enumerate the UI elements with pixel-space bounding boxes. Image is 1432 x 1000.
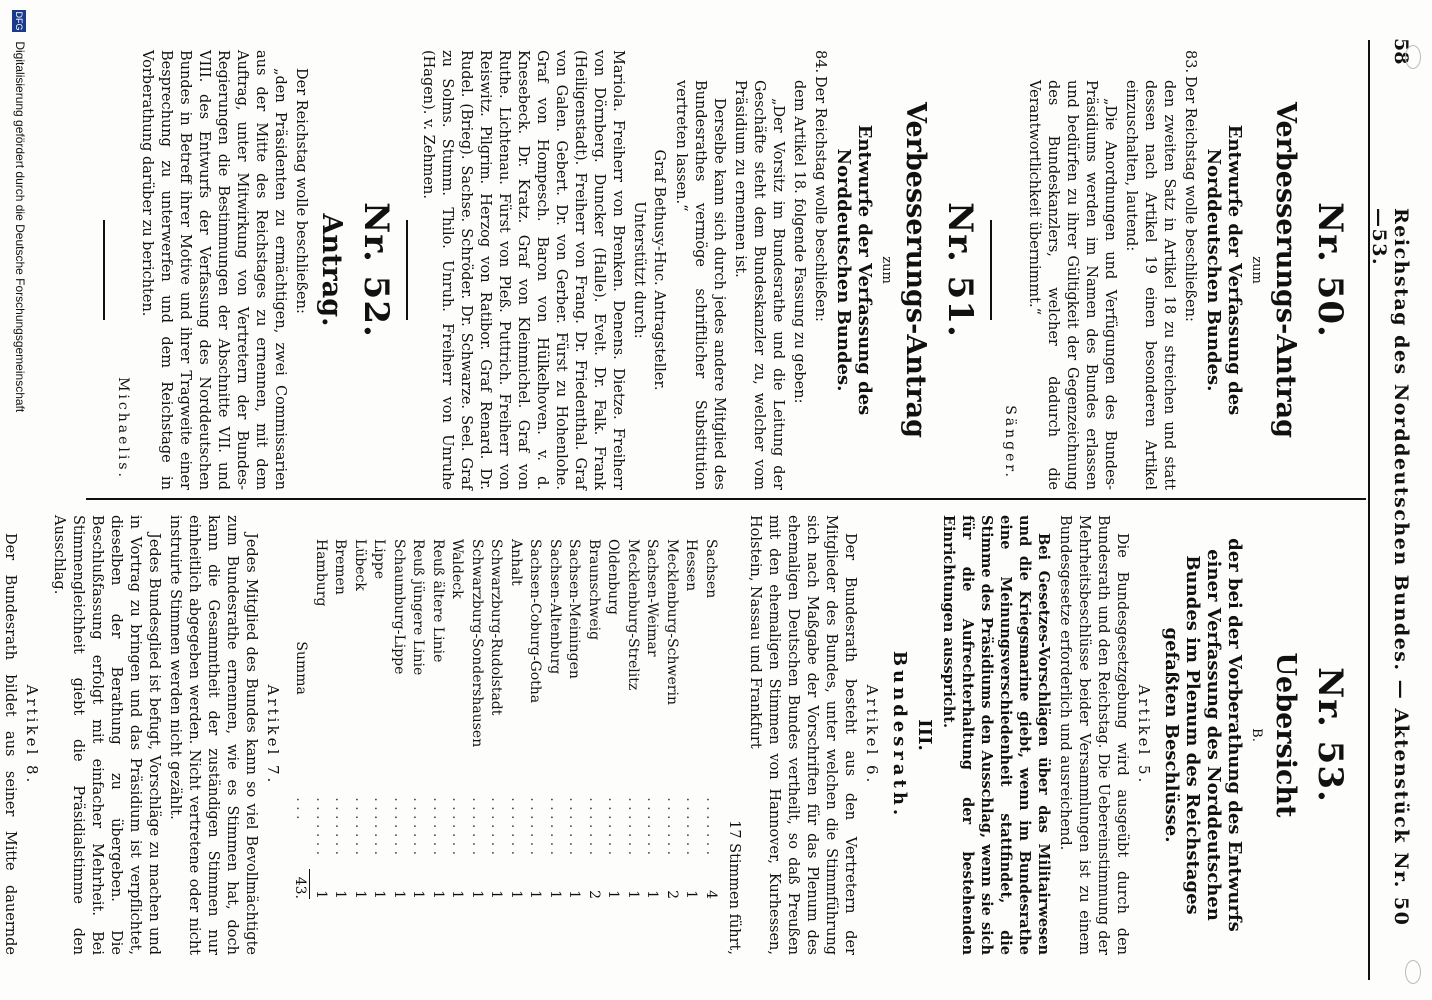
state-name: Mecklenburg-Strelitz [625, 539, 641, 691]
state-name: Lippe [371, 539, 388, 579]
state-name: Hamburg [312, 539, 329, 607]
dot-leader: . . . . . . . [527, 797, 544, 856]
state-votes: 1 [527, 890, 544, 899]
state-name: Sachsen-Meiningen [566, 539, 583, 679]
supported-by-label: Unterstützt durch: [631, 201, 647, 339]
state-votes: 1 [488, 890, 505, 899]
doc-subtitle: Entwurfe der Verfassung des Norddeutschen Bundes. [1203, 124, 1245, 416]
dot-leader: . . . . . . . [410, 797, 427, 856]
dot-leader: . . . . . . . [352, 797, 368, 856]
section-divider [406, 220, 408, 320]
state-row [486, 539, 506, 899]
motion-quote-2: Derselbe kann sich durch jedes andere Mitglied des Bundesrathes vermöge schriftlicher Substitution vertreten lassen.“ [673, 80, 727, 490]
state-row [545, 539, 565, 899]
state-row [428, 539, 448, 899]
state-row [681, 539, 701, 899]
dot-leader: . . . . . . . [488, 797, 505, 856]
state-votes: 1 [449, 890, 466, 899]
dot-leader: . . . . . . . [605, 797, 622, 856]
dot-leader: . . . . . . . [449, 797, 466, 856]
digitization-footer [12, 0, 27, 1000]
item-number: 83. [1182, 50, 1198, 74]
state-name: Sachsen [703, 539, 719, 599]
state-votes: 1 [469, 890, 485, 899]
state-name: Lübeck [352, 539, 368, 591]
article-5-bold-text: Bei Gesetzes-Vorschlägen über das Militairwesen und die Kriegsmarine giebt, wenn im Bundesrathe eine Meinungsverschiedenheit stattfindet, die Stimme des Präsidiums den Ausschlag, wenn sie sich für die Aufrechterhaltung der bestehenden Einrichtungen ausspricht. [940, 515, 1052, 955]
dot-leader: . . . . . . . [312, 797, 329, 856]
state-name: Mecklenburg-Schwerin [664, 539, 680, 705]
state-votes: 1 [683, 890, 700, 899]
state-row [389, 539, 409, 899]
motion-body: den zweiten Satz in Artikel 18 zu streichen und statt dessen nach Artikel 19 einen besonderen Artikel einzuschalten, lautend: [1123, 80, 1177, 490]
state-name: Reuß ältere Linie [430, 539, 446, 663]
dot-leader: . . . . . . . [683, 797, 700, 856]
doc-number: Nr. 51. [940, 202, 980, 338]
signature: Michaelis. [115, 377, 131, 480]
motion-body: „den Präsidenten zu ermächtigen, zwei Commissarien aus der Mitte des Reichstages zu ernennen, mit dem Auftrag, unter Mitwirkung von Vertretern der Bundes-Regierungen die Bestimmungen der Abschnitte VII. und VIII. des Entwurfs der Verfassung des Norddeutschen Bundes in Betreff ihrer Motive und ihrer Tragweite einer Besprechung zu unterwerfen und dem Reichstage in Vorberathung darüber zu berichten. [139, 50, 288, 490]
document-nr51 [406, 50, 980, 490]
motion-intro: Der Reichstag wolle beschließen: [812, 76, 828, 322]
document-nr52 [103, 50, 396, 490]
motion-text [1180, 50, 1199, 490]
dot-leader: . . . . . . . [391, 797, 407, 856]
dot-leader: . . . . . . . [547, 797, 563, 856]
article-5-heading: Artikel 5. [1135, 684, 1153, 786]
state-votes: 1 [644, 890, 661, 899]
article-8-text: Der Bundesrath bildet aus seiner Mitte dauernde [2, 533, 18, 955]
doc-number: Nr. 52. [356, 202, 396, 338]
motion-body: dem Artikel 18. folgende Fassung zu geben: [791, 80, 807, 404]
state-row [369, 539, 389, 899]
state-name: Sachsen-Weimar [644, 539, 661, 657]
page-header [1368, 38, 1416, 938]
dfg-logo: DFG [14, 11, 25, 31]
dot-leader: . . . . . . . [430, 797, 446, 856]
state-votes: 1 [625, 890, 641, 899]
state-votes: 2 [664, 890, 680, 899]
binding-hole-mark [1405, 960, 1421, 984]
state-row [584, 539, 604, 899]
dot-leader: . . . . . . . [703, 797, 719, 856]
dot-leader: . . . . . . . [332, 797, 349, 856]
article-6-heading: Artikel 6. [863, 684, 881, 786]
doc-subtitle: der bei der Vorberathung des Entwurfs einer Verfassung des Norddeutschen Bundes im Plenum des Reichstages gefaßten Beschlüsse. [1161, 538, 1245, 932]
state-votes: 1 [313, 890, 329, 899]
dot-leader: . . . . . . . [586, 797, 602, 856]
motion-intro: Der Reichstag wolle beschließen: [1182, 76, 1198, 322]
state-name: Sachsen-Coburg-Gotha [527, 539, 544, 704]
sum-leader: . . . [292, 797, 309, 820]
state-row [642, 539, 662, 899]
article-7-heading: Artikel 7. [264, 684, 282, 786]
state-row [506, 539, 526, 899]
dot-leader: . . . . . . . [566, 797, 583, 856]
sum-label: Summa [292, 641, 309, 695]
section-title: Bundesrath. [889, 650, 910, 820]
sum-row [290, 539, 310, 899]
item-number: 84. [812, 50, 828, 74]
state-row [525, 539, 545, 899]
state-votes: 1 [508, 890, 524, 899]
state-row [662, 539, 682, 899]
running-title: Reichstag des Norddeutschen Bundes. — Aktenstück Nr. 50—53. [1368, 208, 1412, 927]
state-name: Waldeck [449, 539, 466, 599]
state-name: Oldenburg [605, 539, 622, 615]
state-name: Hessen [683, 539, 700, 592]
supporters-list: Mariola. Freiherr von Brenken. Denens. Dietze. Freiherr von Dörnberg. Duncker (Halle). Evelt. Dr. Falk. Frank (Heiligenstadt). Freiherr von Frang. Dr. Friedenthal. Graf von Galen. Gebert. Dr. von Gerber. Fürst zu Hohenlohe. Graf von Hompesch. Baron von Hülkelhoven. v. d. Knesebeck. Dr. Kratz. Graf von Kleinmichel. Graf von Ruthe. Lichtenau. Fürst von Pleß. Puttrich. Freiherr von Reiswitz. Pilgrim. Herzog von Ratibor. Graf Renard. Dr. Rudel. (Brieg). Sachse. Schröder. Dr. Schwarze. Seel. Graf zu Solms. Stumm. Thilo. Unruh. Freiherr von Unruhe (Hagen). v. Zehmen. [420, 50, 626, 490]
dot-leader: . . . . . . . [469, 797, 485, 856]
motion-intro: Der Reichstag wolle beschließen: [293, 68, 309, 314]
binding-hole-mark [1405, 45, 1421, 69]
state-votes: 1 [332, 890, 349, 899]
state-row [408, 539, 428, 899]
state-votes: 1 [547, 890, 563, 899]
state-name: Schaumburg-Lippe [391, 539, 407, 675]
article-8-heading: Artikel 8. [23, 684, 41, 786]
signature: Sänger. [1002, 405, 1018, 480]
state-row [350, 539, 370, 899]
section-number: III. [914, 719, 935, 751]
state-row [623, 539, 643, 899]
state-row [701, 539, 721, 899]
section-divider [990, 220, 992, 320]
state-votes: 1 [605, 890, 622, 899]
state-votes: 1 [566, 890, 583, 899]
dot-leader: . . . . . . . [508, 797, 524, 856]
sum-value: 43. [290, 869, 310, 899]
state-votes: 1 [410, 890, 427, 899]
state-name: Braunschweig [586, 539, 602, 641]
state-votes: 1 [371, 890, 388, 899]
doc-zum: zum [879, 256, 894, 284]
motion-text [810, 50, 829, 490]
right-column [0, 515, 1354, 955]
article-5-text: Die Bundesgesetzgebung wird ausgeübt durch den Bundesrath und den Reichstag. Die Uebereinstimmung der Mehrheitsbeschlüsse beider Versammlungen ist zu einem Bundesgesetze erforderlich und ausreichend. [1057, 515, 1130, 955]
doc-title: Antrag. [316, 213, 347, 327]
state-votes: 1 [391, 890, 407, 899]
state-row [330, 539, 350, 899]
state-name: Schwarzburg-Sondershausen [469, 539, 485, 748]
section-divider [103, 220, 105, 320]
state-name: Schwarzburg-Rudolstadt [488, 539, 505, 716]
state-votes: 4 [703, 890, 719, 899]
state-votes: 1 [430, 890, 446, 899]
state-name: Sachsen-Altenburg [547, 539, 563, 675]
article-7-text-2: Jedes Bundesglied ist befugt, Vorschläge zu machen und in Vortrag zu bringen und das Präsidium ist verpflichtet, dieselben der Berathung zu übergeben. Die Beschlußfassung erfolgt mit einfacher Mehrheit. Bei Stimmengleichheit giebt die Präsidialstimme den Ausschlag. [51, 515, 162, 955]
state-name: Reuß jüngere Linie [410, 539, 427, 676]
header-rule [1368, 40, 1370, 980]
doc-title: Uebersicht [1270, 652, 1301, 818]
doc-zum: zum [1249, 256, 1264, 284]
doc-number: Nr. 50. [1310, 202, 1350, 338]
doc-title: Verbesserungs-Antrag [900, 102, 931, 438]
dot-leader: . . . . . . . [371, 797, 388, 856]
state-row [447, 539, 467, 899]
state-votes-table [290, 539, 720, 899]
article-6-end: 17 Stimmen führt, [726, 820, 742, 955]
document-nr50 [990, 50, 1350, 490]
state-row [564, 539, 584, 899]
doc-number: Nr. 53. [1310, 667, 1350, 803]
motion-quote: „Die Anordnungen und Verfügungen des Bundes-Präsidiums werden im Namen des Bundes erlassen und bedürfen zu ihrer Gültigkeit der Gegenzeichnung des Bundeskanzlers, welcher dadurch die Verantwortlichkeit übernimmt.“ [1026, 80, 1118, 490]
doc-title: Verbesserungs-Antrag [1270, 102, 1301, 438]
state-row [603, 539, 623, 899]
dot-leader: . . . . . . . [644, 797, 661, 856]
motion-quote: „Der Vorsitz im Bundesrathe und die Leitung der Geschäfte steht dem Bundeskanzler zu, welcher vom Präsidium zu ernennen ist. [732, 80, 786, 490]
state-votes: 2 [586, 890, 602, 899]
dot-leader: . . . . . . . [625, 797, 641, 856]
doc-subtitle: Entwurfe der Verfassung des Norddeutschen Bundes. [833, 124, 875, 416]
signature: Graf Bethusy-Huc. Antragsteller. [651, 149, 667, 391]
state-votes: 1 [352, 890, 368, 899]
state-name: Anhalt [508, 539, 524, 586]
dot-leader: . . . . . . . [664, 797, 680, 856]
digitization-note: Digitalisierung gefördert durch die Deutsche Forschungsgemeinschaft [13, 41, 27, 413]
left-column [93, 50, 1354, 490]
column-divider [86, 498, 1366, 500]
state-name: Bremen [332, 539, 349, 595]
page-number: 58 [1390, 38, 1412, 65]
state-row [310, 539, 330, 899]
article-6-text: Der Bundesrath besteht aus den Vertretern der Mitglieder des Bundes, unter welchen die Stimmführung sich nach Maßgabe der Vorschriften für das Plenum des ehemaligen Deutschen Bundes vertheilt, so daß Preußen mit den ehemaligen Stimmen von Hannover, Kurhessen, Holstein, Nassau und Frankfurt [747, 515, 858, 955]
state-row [467, 539, 487, 899]
article-7-text-1: Jedes Mitglied des Bundes kann so viel Bevollmächtigte zum Bundesrathe ernennen, wie es Stimmen hat, doch kann die Gesammtheit der zuständigen Stimmen nur einheitlich abgegeben werden. Nicht vertretene oder nicht instruirte Stimmen werden nicht gezählt. [167, 515, 259, 955]
doc-letter: B. [1249, 728, 1264, 742]
